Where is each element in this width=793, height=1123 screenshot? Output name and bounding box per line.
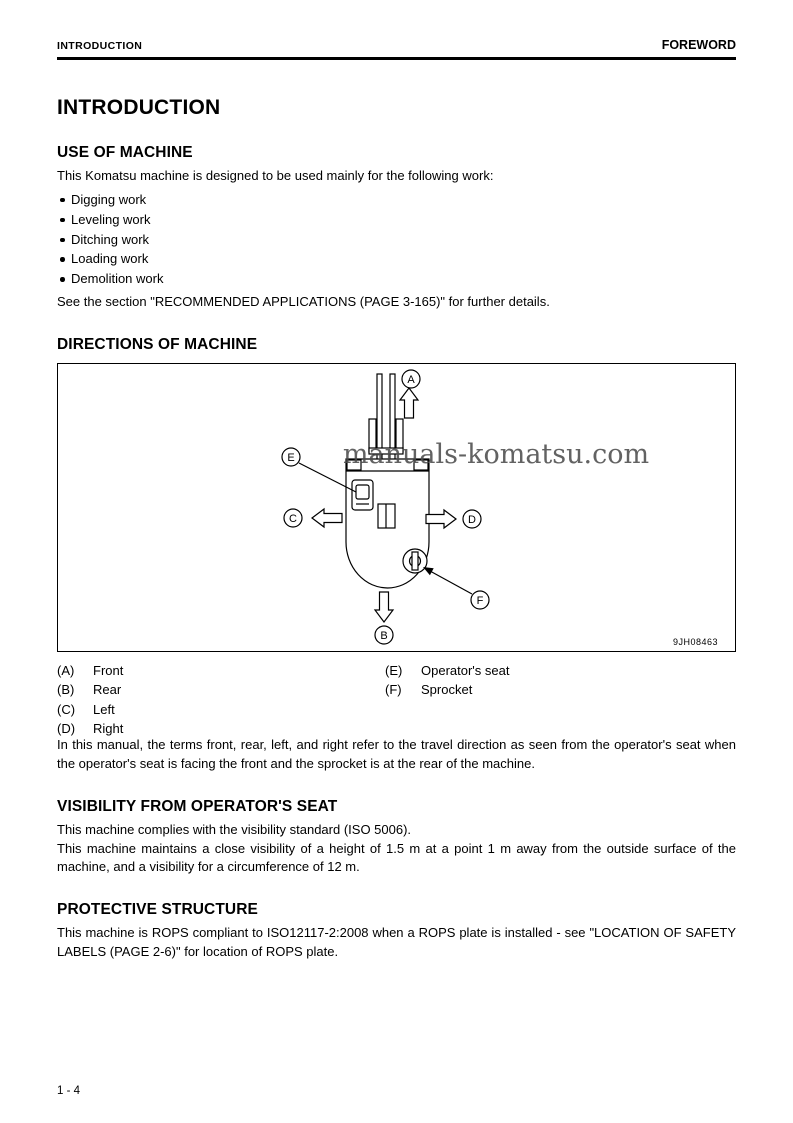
use-bullet-list (57, 191, 736, 289)
use-intro-text: This Komatsu machine is designed to be used mainly for the following work: (57, 168, 494, 183)
protective-text: This machine is ROPS compliant to ISO12117-2:2008 when a ROPS plate is installed - see "LOCATION OF SAFETY LABELS (PAGE 2-6)" for location of ROPS plate. (57, 925, 736, 960)
arrow-down-icon (375, 592, 393, 622)
heading-protective-structure: PROTECTIVE STRUCTURE (57, 901, 258, 919)
label-f (471, 591, 489, 609)
bullet-item: Demolition work (57, 270, 736, 289)
operator-seat (352, 480, 373, 510)
page-header (57, 38, 736, 52)
label-a (402, 370, 420, 388)
bullet-item: Ditching work (57, 231, 736, 250)
page-number: 1 - 4 (57, 1085, 81, 1097)
legend-label: Left (93, 701, 115, 717)
legend-key: (C) (57, 701, 76, 717)
use-outro-text: See the section "RECOMMENDED APPLICATIONS (PAGE 3-165)" for further details. (57, 294, 550, 310)
arrow-left-icon (312, 509, 342, 527)
bullet-item: Loading work (57, 250, 736, 269)
label-b (375, 626, 393, 644)
header-right-text: FOREWORD (661, 38, 736, 52)
directions-figure (57, 363, 736, 652)
sprocket (403, 549, 427, 573)
svg-text:F: F (476, 594, 484, 607)
legend-label: Front (93, 662, 124, 678)
legend-label: Right (93, 720, 124, 736)
legend-label: Operator's seat (421, 662, 510, 678)
legend-key: (E) (385, 662, 403, 678)
header-left-text: INTRODUCTION (57, 40, 143, 52)
callout-line-f (423, 567, 472, 594)
arrow-up-icon (400, 388, 418, 418)
label-c (284, 509, 302, 527)
header-rule (57, 57, 736, 60)
svg-text:E: E (287, 451, 295, 464)
svg-text:C: C (289, 512, 297, 525)
bullet-item: Leveling work (57, 211, 736, 230)
label-e (282, 448, 300, 466)
arrow-right-icon (426, 510, 456, 528)
legend-key: (F) (385, 682, 402, 698)
label-d (463, 510, 481, 528)
heading-directions-of-machine: DIRECTIONS OF MACHINE (57, 335, 258, 353)
svg-text:B: B (380, 629, 388, 642)
machine-diagram (58, 364, 735, 651)
legend-key: (B) (57, 682, 75, 698)
heading-use-of-machine: USE OF MACHINE (57, 144, 193, 161)
figure-code: 9JH08463 (672, 636, 718, 647)
directions-note-text: In this manual, the terms front, rear, left, and right refer to the travel direction as seen from the operator's seat when the operator's seat is facing the front and the sprocket is at the rear of the machine. (57, 737, 736, 771)
bullet-item: Digging work (57, 191, 736, 210)
svg-text:A: A (407, 373, 415, 386)
svg-text:D: D (468, 513, 476, 526)
legend-key: (A) (57, 662, 75, 678)
legend-label: Rear (93, 682, 122, 698)
visibility-text-1: This machine complies with the visibility standard (ISO 5006). (57, 821, 412, 837)
figure-legend (57, 664, 736, 736)
visibility-text-2: This machine maintains a close visibility of a height of 1.5 m at a point 1 m away from the outside surface of the machine, and a visibility for a circumference of 12 m. (57, 840, 736, 875)
heading-visibility: VISIBILITY FROM OPERATOR'S SEAT (57, 797, 338, 815)
legend-key: (D) (57, 720, 76, 736)
legend-label: Sprocket (421, 682, 473, 698)
watermark-text: manuals-komatsu.com (342, 438, 650, 470)
boom-mount (378, 504, 395, 528)
page-title: INTRODUCTION (57, 96, 221, 119)
